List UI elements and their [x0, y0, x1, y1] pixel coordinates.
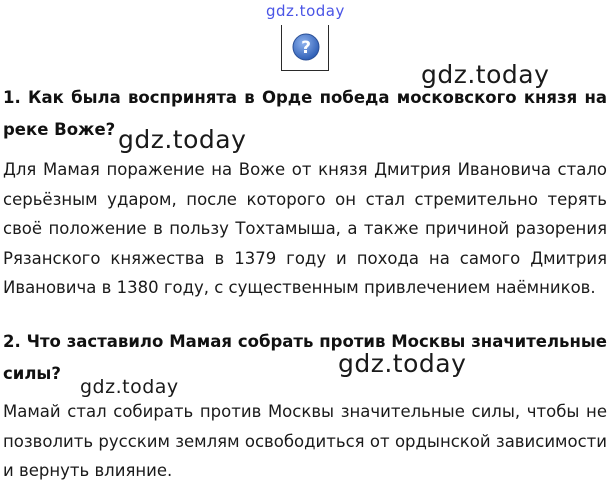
watermark-top: gdz.today — [266, 2, 345, 20]
watermark-4: gdz.today — [80, 376, 179, 398]
question-mark-icon — [291, 32, 321, 62]
question-2: 2. Что заставило Мамая собрать против Москвы значительные силы? — [3, 332, 607, 383]
watermark-2: gdz.today — [118, 125, 247, 154]
svg-text:?: ? — [301, 38, 311, 58]
question-1: 1. Как была воспринята в Орде победа московского князя на реке Воже? — [3, 88, 607, 139]
watermark-3: gdz.today — [338, 349, 467, 378]
answer-2: Мамай стал собирать против Москвы значительные силы, чтобы не позволить русским землям освободиться от ордынской зависимости и вернуть влияние. — [3, 402, 607, 480]
answer-1: Для Мамая поражение на Воже от князя Дмитрия Ивановича стало серьёзным ударом, после которого он стал стремительно терять своё положение в пользу Тохтамыша, а также причиной разорения Рязанского княжества в 1379 году и похода на самого Дмитрия Ивановича в 1380 году, с существенным привлечением наёмников. — [3, 160, 607, 297]
help-button[interactable] — [281, 25, 329, 71]
watermark-1: gdz.today — [421, 60, 550, 89]
